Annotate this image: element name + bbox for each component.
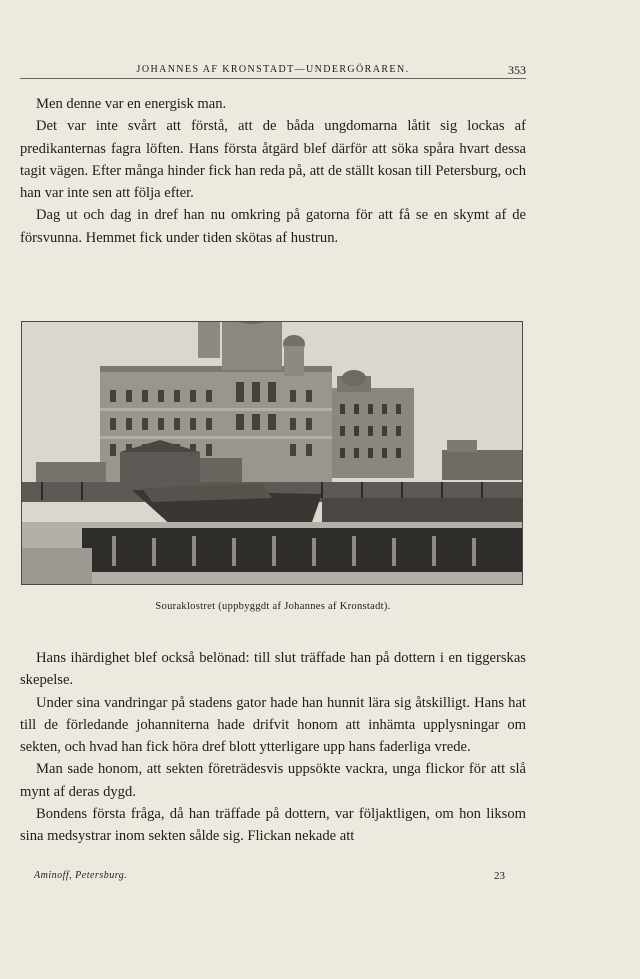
paragraph: Dag ut och dag in dref han nu omkring på gatorna för att få se en skymt af de försvunna. Hemmet fick under tiden skötas af hustrun. [20, 207, 526, 246]
paragraph: Men denne var en energisk man. [36, 96, 227, 112]
paragraph: Hans ihärdighet blef också belönad: till slut träffade han på dottern i en tiggerskas skepelse. [20, 650, 526, 689]
text-before-figure [20, 93, 526, 249]
paragraph: Bondens första fråga, då han träffade på dottern, var följaktligen, om hon liksom sina medsystrar inom sekten sålde sig. Flickan nekade att [20, 806, 526, 845]
running-head-title: JOHANNES AF KRONSTADT—UNDERGÖRAREN. [136, 64, 410, 75]
paragraph: Man sade honom, att sekten företrädesvis uppsökte vackra, unga flickor för att slå mynt af deras dygd. [20, 761, 526, 800]
monastery-photograph [21, 321, 523, 585]
sheet-signature: 23 [494, 870, 505, 882]
page-number: 353 [508, 63, 526, 77]
footer-credit: Aminoff, Petersburg. [34, 870, 128, 881]
figure-caption: Souraklostret (uppbyggdt af Johannes af Kronstadt). [155, 601, 391, 612]
paragraph: Under sina vandringar på stadens gator hade han hunnit lära sig åtskilligt. Hans hat till de förledande johanniterna hade drifvit honom att inhämta upplysningar om sekten, och hvad han fick höra dref blott ytterligare upp hans faderliga vrede. [20, 694, 526, 756]
paragraph: Det var inte svårt att förstå, att de båda ungdomarna låtit sig lockas af predikanternas fagra löften. Hans första åtgärd blef därför att söka spåra hvart dessa tagit vägen. Efter många hinder fick han reda på, att de ställt kosan till Petersburg, och han var inte sen att följa efter. [20, 118, 526, 202]
text-after-figure [20, 647, 526, 848]
running-head [20, 60, 526, 79]
